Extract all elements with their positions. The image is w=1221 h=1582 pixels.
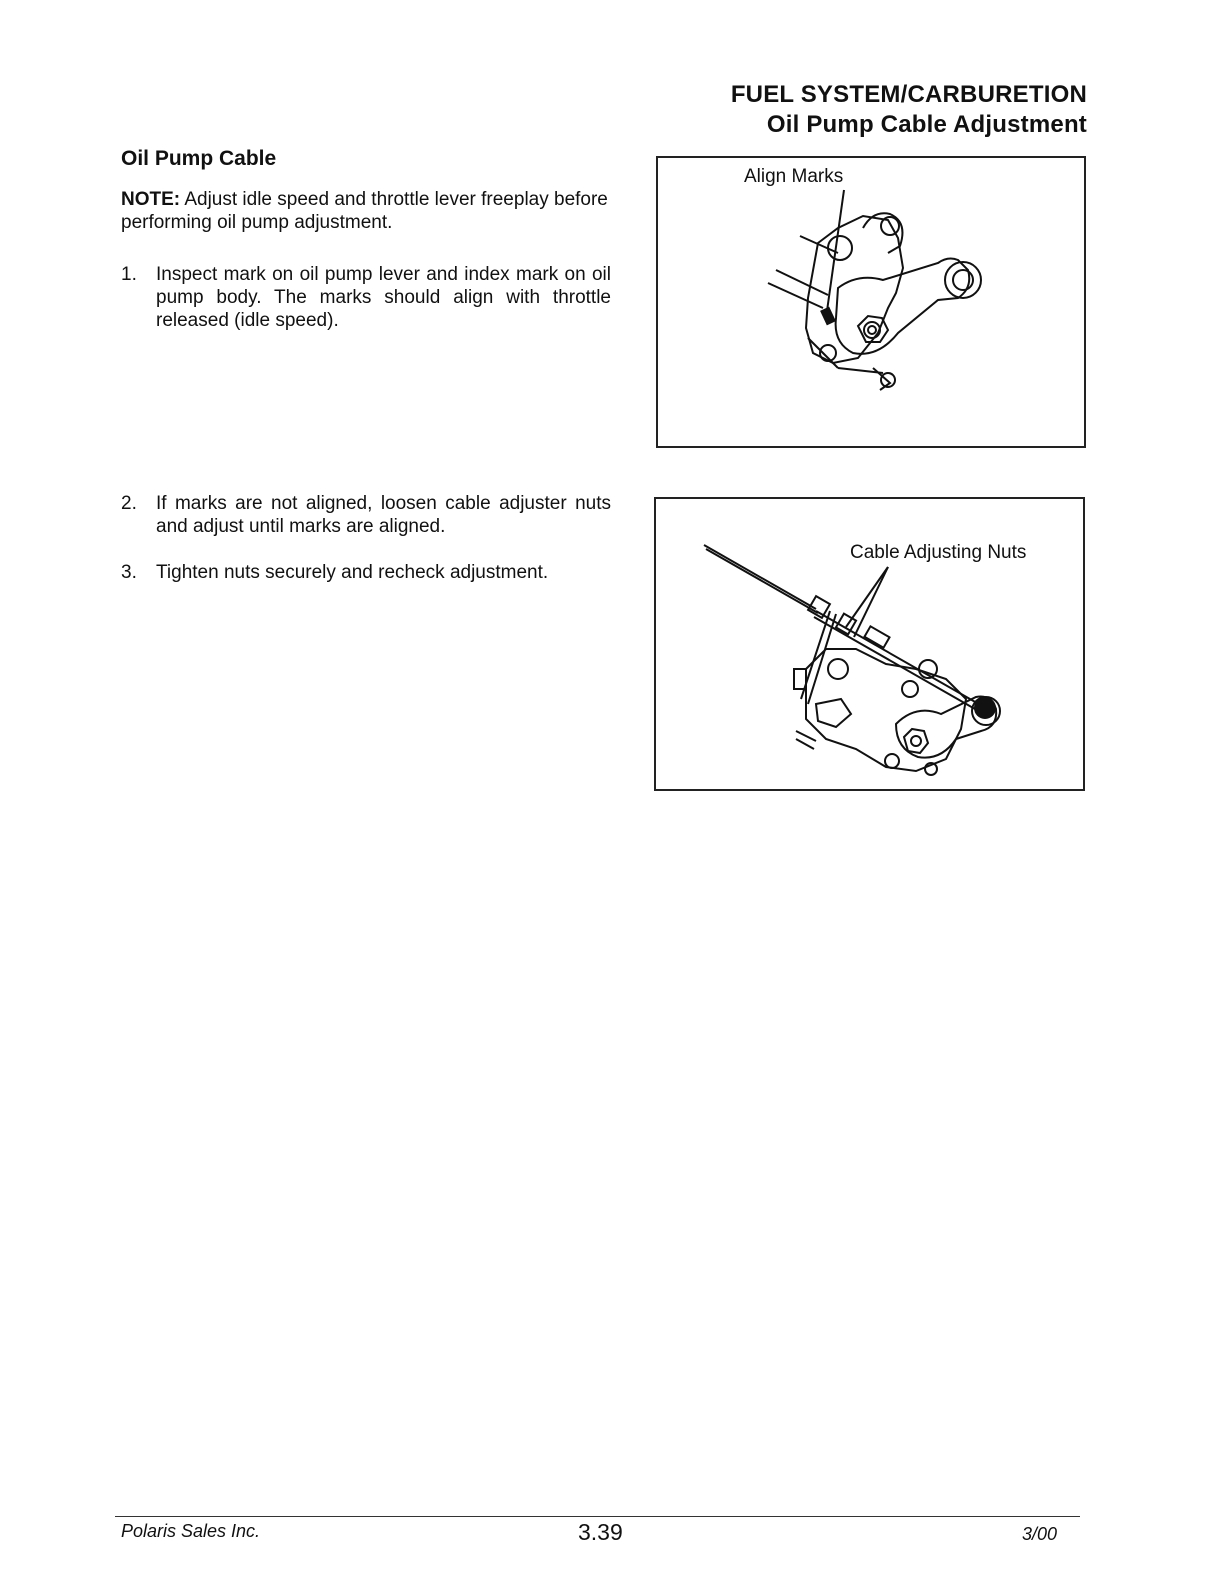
- note-text: Adjust idle speed and throttle lever freeplay before performing oil pump adjustment.: [121, 189, 608, 233]
- step-text: If marks are not aligned, loosen cable adjuster nuts and adjust until marks are aligned.: [156, 493, 611, 537]
- step-item: [121, 492, 611, 538]
- step-item: [121, 561, 611, 584]
- footer-page-number: 3.39: [578, 1519, 623, 1545]
- note-paragraph: [121, 188, 611, 234]
- figure-align-marks: [656, 156, 1086, 448]
- topic-title: Oil Pump Cable Adjustment: [766, 111, 1087, 138]
- step-text: Tighten nuts securely and recheck adjustment.: [156, 562, 549, 583]
- figure-label: Cable Adjusting Nuts: [850, 542, 1027, 563]
- footer-divider: [115, 1516, 1080, 1517]
- footer-date: 3/00: [1021, 1524, 1057, 1544]
- figure-label: Align Marks: [744, 166, 844, 187]
- step-number: 2.: [121, 493, 137, 514]
- section-title: Oil Pump Cable: [121, 147, 277, 170]
- oil-pump-lever-illustration: [658, 158, 1084, 446]
- page-header: [731, 80, 1087, 140]
- note-label: NOTE:: [121, 189, 181, 210]
- chapter-title: FUEL SYSTEM/CARBURETION: [730, 81, 1087, 108]
- figure-cable-adjusting-nuts: [654, 497, 1085, 791]
- step-number: 3.: [121, 562, 137, 583]
- footer-company: Polaris Sales Inc.: [121, 1521, 261, 1541]
- step-text: Inspect mark on oil pump lever and index mark on oil pump body. The marks should align with throttle released (idle speed).: [156, 264, 611, 331]
- step-number: 1.: [121, 264, 137, 285]
- step-item: [121, 263, 611, 332]
